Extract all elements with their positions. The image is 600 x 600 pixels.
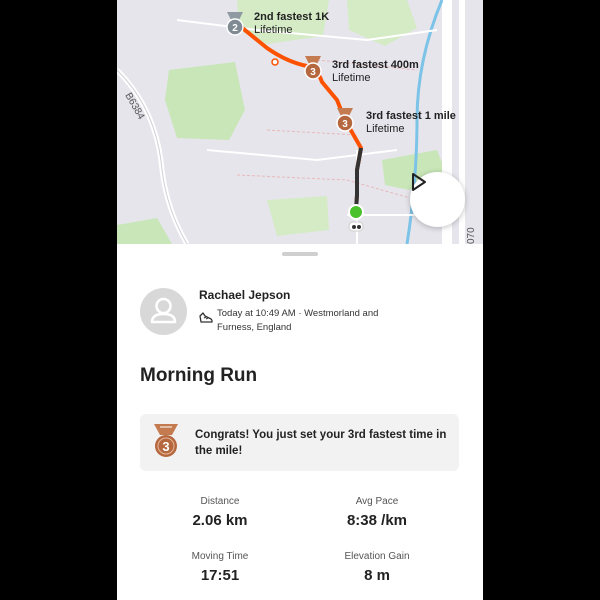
- play-icon: [410, 172, 428, 192]
- start-marker: [349, 205, 363, 219]
- stat-moving-time: [140, 551, 300, 584]
- shoe-icon: [199, 312, 213, 324]
- park-area: [267, 196, 329, 236]
- svg-text:3: 3: [310, 67, 316, 78]
- medal-2-icon: [227, 12, 243, 35]
- medal-3-icon: [305, 56, 321, 79]
- drag-handle[interactable]: [282, 252, 318, 256]
- person-avatar-icon: [140, 288, 187, 335]
- medal-3-icon: [337, 108, 353, 131]
- medal-sub: Lifetime: [366, 123, 405, 135]
- stat-value: 8:38 /km: [346, 512, 408, 529]
- stat-avg-pace: [297, 496, 457, 529]
- route-map[interactable]: [117, 0, 483, 244]
- medal-title: 3rd fastest 400m: [332, 59, 419, 71]
- road-label-left: B6384: [122, 91, 147, 122]
- road-label-right: 070: [466, 227, 477, 244]
- activity-meta: Today at 10:49 AM · Westmorland and Furness, England: [217, 308, 379, 333]
- achievement-banner[interactable]: [140, 414, 459, 471]
- park-area: [165, 62, 245, 140]
- play-flyover-button[interactable]: [410, 172, 465, 227]
- medal-label: [366, 110, 456, 136]
- achievement-text: Congrats! You just set your 3rd fastest time in the mile!: [195, 429, 447, 457]
- activity-sheet: [117, 244, 483, 600]
- svg-text:2: 2: [232, 23, 238, 34]
- activity-title: Morning Run: [140, 365, 258, 386]
- stat-label: Distance: [200, 496, 240, 507]
- medal-label: [332, 59, 419, 85]
- park-area: [117, 218, 172, 244]
- shoe-marker-icon: [349, 222, 363, 231]
- avatar[interactable]: [140, 288, 187, 335]
- medal-label: [254, 11, 329, 37]
- stat-distance: [140, 496, 300, 529]
- route-marker: [272, 59, 278, 65]
- stat-label: Elevation Gain: [344, 551, 410, 562]
- stat-label: Avg Pace: [355, 496, 399, 507]
- stat-elevation-gain: [297, 551, 457, 584]
- svg-text:3: 3: [342, 119, 348, 130]
- stat-label: Moving Time: [191, 551, 249, 562]
- stat-value: 8 m: [364, 567, 390, 584]
- medal-sub: Lifetime: [332, 72, 371, 84]
- stat-value: 17:51: [200, 567, 240, 584]
- svg-text:3: 3: [162, 439, 170, 454]
- medal-title: 2nd fastest 1K: [254, 11, 330, 23]
- phone-screen: [117, 0, 483, 600]
- stat-value: 2.06 km: [192, 512, 248, 529]
- medal-3-icon: [151, 424, 181, 460]
- athlete-name[interactable]: Rachael Jepson: [199, 288, 291, 302]
- medal-title: 3rd fastest 1 mile: [366, 110, 456, 122]
- medal-sub: Lifetime: [254, 24, 293, 36]
